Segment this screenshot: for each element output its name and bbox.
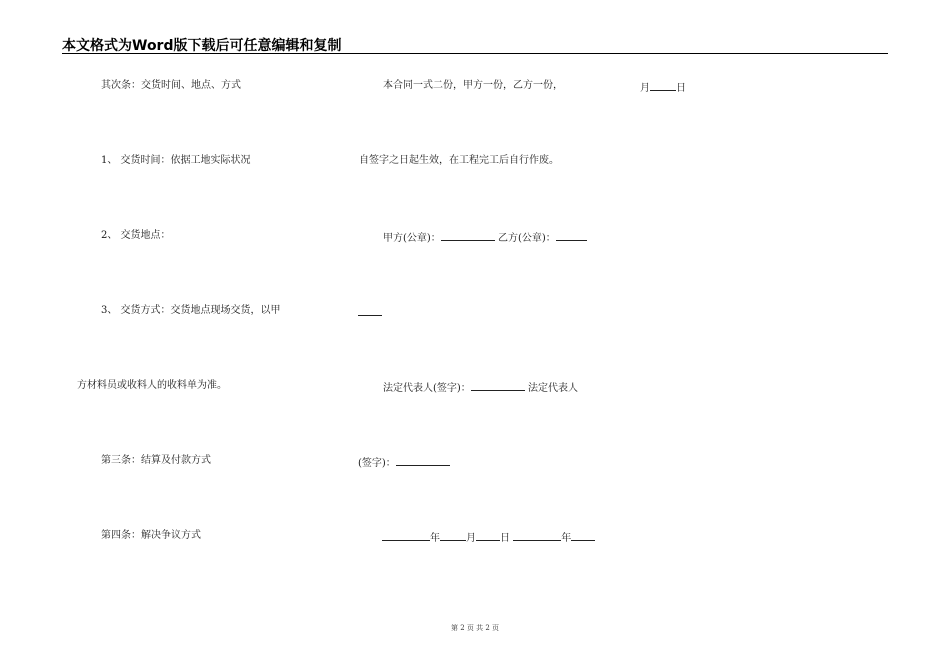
delivery-place-item: 2、 交货地点： [101, 230, 171, 241]
delivery-method-continuation: 方材料员或收料人的收料单为准。 [77, 380, 227, 391]
date-line [382, 530, 595, 545]
header-divider [62, 53, 888, 54]
delivery-time-item: 1、 交货时间：依据工地实际状况 [101, 155, 251, 166]
month-label-a: 月 [466, 533, 476, 544]
year-blank-a [382, 530, 430, 541]
day-label-a: 日 [500, 533, 510, 544]
effective-statement: 自签字之日起生效，在工程完工后自行作废。 [359, 155, 559, 166]
party-a-rep-label: 法定代表人(签字)： [383, 383, 471, 394]
trailing-blank [571, 530, 595, 541]
clause-payment-heading: 第三条：结算及付款方式 [101, 455, 211, 466]
party-a-seal-blank [441, 230, 495, 241]
party-a-rep-blank [471, 380, 525, 391]
clause-dispute-heading: 第四条：解决争议方式 [101, 530, 201, 541]
month-label: 月 [640, 83, 650, 94]
party-b-rep-label: 法定代表人 [528, 383, 578, 394]
legal-rep-line [383, 380, 578, 395]
party-seals-line [383, 230, 587, 245]
year-label-b: 年 [561, 533, 572, 544]
continuation-blank [358, 305, 382, 316]
party-b-seal-continuation [358, 305, 382, 320]
month-blank-a [440, 530, 466, 541]
signature-blank [396, 455, 450, 466]
page-number: 第 2 页 共 2 页 [450, 624, 500, 632]
party-b-seal-blank [556, 230, 587, 241]
copies-statement: 本合同一式二份，甲方一份，乙方一份， [383, 80, 563, 91]
delivery-method-item: 3、 交货方式：交货地点现场交货，以甲 [101, 305, 281, 316]
month-day-field [640, 80, 686, 95]
day-blank-a [476, 530, 500, 541]
year-blank-b [513, 530, 561, 541]
clause-delivery-heading: 其次条：交货时间、地点、方式 [101, 80, 241, 91]
day-blank [650, 80, 676, 91]
signature-label: (签字)： [358, 458, 396, 469]
document-header-title: 本文格式为Word版下载后可任意编辑和复制 [62, 38, 342, 54]
year-label-a: 年 [430, 533, 440, 544]
party-a-seal-label: 甲方(公章)： [383, 233, 441, 244]
party-b-signature-line [358, 455, 450, 470]
day-label: 日 [676, 83, 686, 94]
party-b-seal-label: 乙方(公章)： [498, 233, 556, 244]
